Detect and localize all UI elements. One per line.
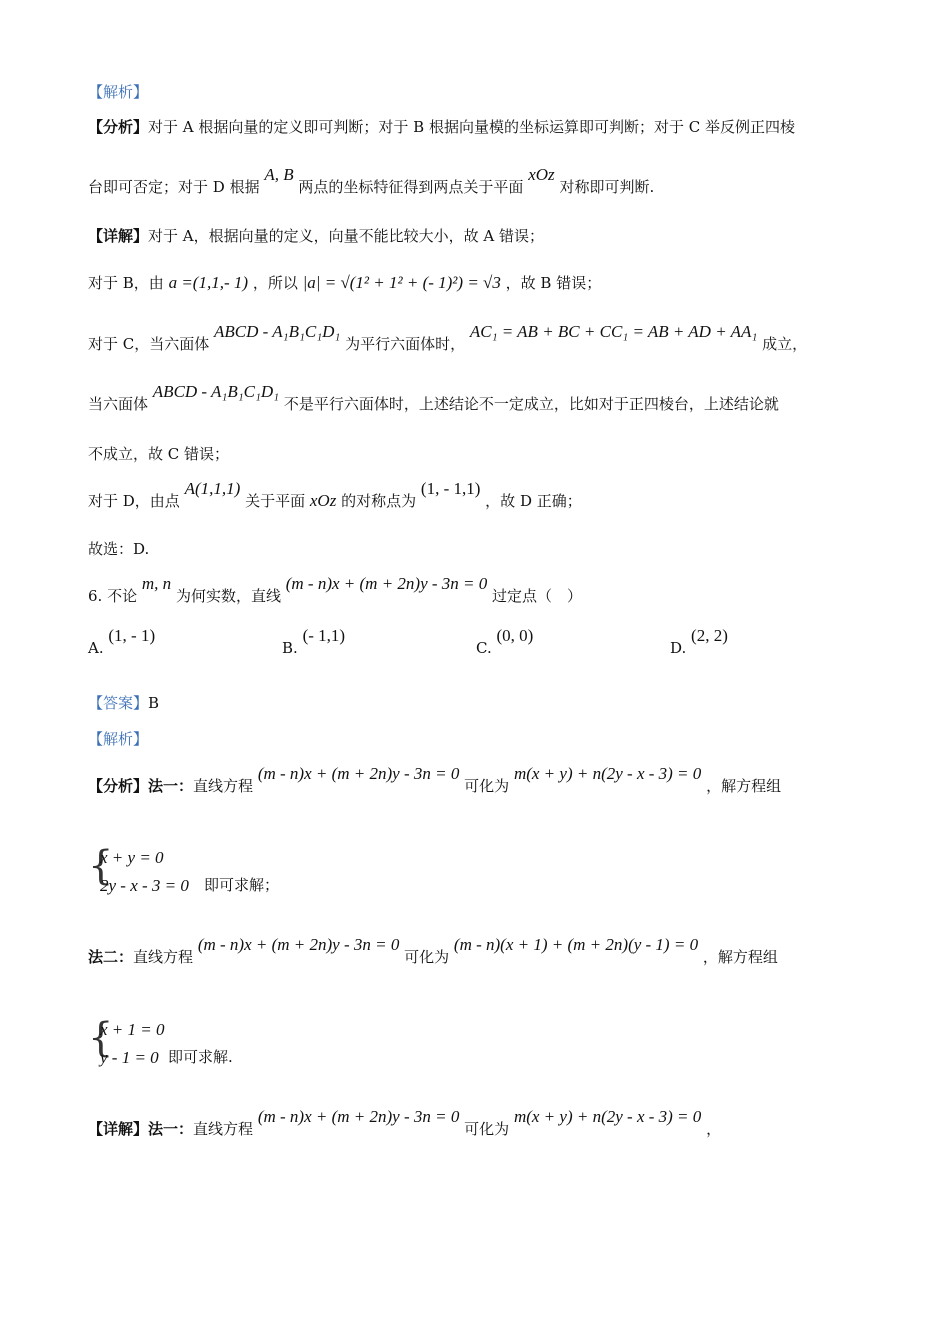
math-point-A: A(1,1,1) <box>184 479 241 498</box>
section-tag-jiexi-2: 【解析】 <box>88 730 149 748</box>
detail-c-line-3: 不成立，故 C 错误； <box>88 445 230 463</box>
fa2-pre: 直线方程 <box>133 948 194 966</box>
q6-analysis-fa2 <box>88 935 778 967</box>
option-d-label: D. <box>670 639 687 657</box>
detail-a-line <box>88 226 544 246</box>
detail-fa1-label: 法一： <box>148 1120 194 1138</box>
detail-d-line <box>88 479 582 511</box>
sys1-tail: 即可求解； <box>204 876 280 894</box>
analysis-line-2 <box>88 165 655 197</box>
math-xOz-2: xOz <box>309 491 337 510</box>
math-hexahedron: ABCD - A₁B₁C₁D₁ <box>214 322 341 341</box>
detail-c-pre: 对于 C，当六面体 <box>88 335 210 353</box>
option-a-value: (1, - 1) <box>108 626 156 645</box>
math-line-equation-4: (m - n)x + (m + 2n)y - 3n = 0 <box>257 1107 460 1126</box>
q6-detail-fa1 <box>88 1107 722 1139</box>
tag-xiangjie-2: 【详解】 <box>88 1120 149 1138</box>
detail-c-post: 成立， <box>762 335 808 353</box>
math-symmetric-point: (1, - 1,1) <box>420 479 481 498</box>
analysis-text-1: 对于 A 根据向量的定义即可判断；对于 B 根据向量模的坐标运算即可判断；对于 C 举反例正四棱 <box>148 118 795 136</box>
math-detail-form: m(x + y) + n(2y - x - 3) = 0 <box>513 1107 702 1126</box>
detail-b-post: ，故 B 错误； <box>505 274 602 292</box>
option-b <box>282 626 346 658</box>
detail-fa1-pre: 直线方程 <box>193 1120 254 1138</box>
math-AB: A, B <box>264 165 294 184</box>
option-b-value: (- 1,1) <box>302 626 346 645</box>
tag-fenxi-2: 【分析】 <box>88 777 149 795</box>
equation-system-2 <box>88 1015 388 1078</box>
detail-fa1-mid: 可化为 <box>464 1120 510 1138</box>
q6-pre: 6. 不论 <box>88 587 138 605</box>
sys1-eq1: x + y = 0 <box>100 848 164 867</box>
detail-b-pre: 对于 B，由 <box>88 274 164 292</box>
math-vector-sum: AC₁ = AB + BC + CC₁ = AB + AD + AA₁ <box>469 322 758 341</box>
q6-analysis-fa1 <box>88 764 782 796</box>
math-vector-norm: |a| = √(1² + 1² + (- 1)²) = √3 <box>302 273 501 292</box>
math-vector-a: a =(1,1,- 1) <box>168 273 249 292</box>
q6-mid: 为何实数，直线 <box>175 587 281 605</box>
option-d-value: (2, 2) <box>691 626 728 645</box>
tag-xiangjie: 【详解】 <box>88 227 149 245</box>
math-line-equation-2: (m - n)x + (m + 2n)y - 3n = 0 <box>257 764 460 783</box>
math-line-equation-3: (m - n)x + (m + 2n)y - 3n = 0 <box>197 935 400 954</box>
detail-b-mid: ，所以 <box>252 274 298 292</box>
fa2-label: 法二： <box>88 948 134 966</box>
choose-line: 故选：D. <box>88 540 150 558</box>
detail-c2-post: 不是平行六面体时，上述结论不一定成立，比如对于正四棱台，上述结论就 <box>283 395 779 413</box>
sys1-eq2: 2y - x - 3 = 0 <box>100 876 189 895</box>
math-fa1-form: m(x + y) + n(2y - x - 3) = 0 <box>513 764 702 783</box>
fa2-mid: 可化为 <box>404 948 450 966</box>
option-c-label: C. <box>476 639 492 657</box>
fa1-pre: 直线方程 <box>193 777 254 795</box>
option-c-value: (0, 0) <box>496 626 534 645</box>
detail-c-mid: 为平行六面体时， <box>345 335 466 353</box>
option-a-label: A. <box>88 639 104 657</box>
detail-c2-pre: 当六面体 <box>88 395 149 413</box>
brace-2: { <box>88 1015 114 1061</box>
detail-d-pre: 对于 D，由点 <box>88 492 180 510</box>
math-xOz: xOz <box>528 165 555 184</box>
analysis-line-1 <box>88 117 795 137</box>
detail-b-line <box>88 273 601 293</box>
sys2-eq2: y - 1 = 0 <box>100 1048 159 1067</box>
analysis-text-2c: 对称即可判断. <box>559 178 655 196</box>
q6-post: 过定点（ ） <box>492 587 583 605</box>
math-fa2-form: (m - n)(x + 1) + (m + 2n)(y - 1) = 0 <box>453 935 699 954</box>
tag-daan: 【答案】 <box>88 694 149 712</box>
answer-line <box>88 693 159 713</box>
option-c <box>476 626 534 658</box>
answer-value: B <box>148 694 160 712</box>
sys2-tail: 即可求解. <box>168 1048 233 1066</box>
question-6 <box>88 574 583 606</box>
fa2-post: ，解方程组 <box>702 948 778 966</box>
analysis-text-2b: 两点的坐标特征得到两点关于平面 <box>298 178 524 196</box>
detail-d-post: ，故 D 正确； <box>485 492 582 510</box>
equation-system-1 <box>88 843 388 906</box>
option-a <box>88 626 156 658</box>
detail-c-line <box>88 322 808 354</box>
detail-d-mid: 关于平面 <box>245 492 306 510</box>
detail-fa1-post: ， <box>706 1120 722 1138</box>
fa1-mid: 可化为 <box>464 777 510 795</box>
detail-c-line-2 <box>88 382 779 414</box>
sys2-eq1: x + 1 = 0 <box>100 1020 165 1039</box>
detail-a-text: 对于 A，根据向量的定义，向量不能比较大小，故 A 错误； <box>148 227 544 245</box>
math-hexahedron-2: ABCD - A₁B₁C₁D₁ <box>152 382 280 401</box>
analysis-text-2a: 台即可否定；对于 D 根据 <box>88 178 260 196</box>
math-mn: m, n <box>141 574 172 593</box>
option-b-label: B. <box>282 639 298 657</box>
fa1-post: ，解方程组 <box>706 777 782 795</box>
fa1-label: 法一： <box>148 777 194 795</box>
brace-1: { <box>88 843 114 889</box>
detail-d-mid2: 的对称点为 <box>341 492 417 510</box>
tag-fenxi: 【分析】 <box>88 118 149 136</box>
section-tag-jiexi: 【解析】 <box>88 83 149 101</box>
math-line-equation: (m - n)x + (m + 2n)y - 3n = 0 <box>285 574 488 593</box>
option-d <box>670 626 728 658</box>
